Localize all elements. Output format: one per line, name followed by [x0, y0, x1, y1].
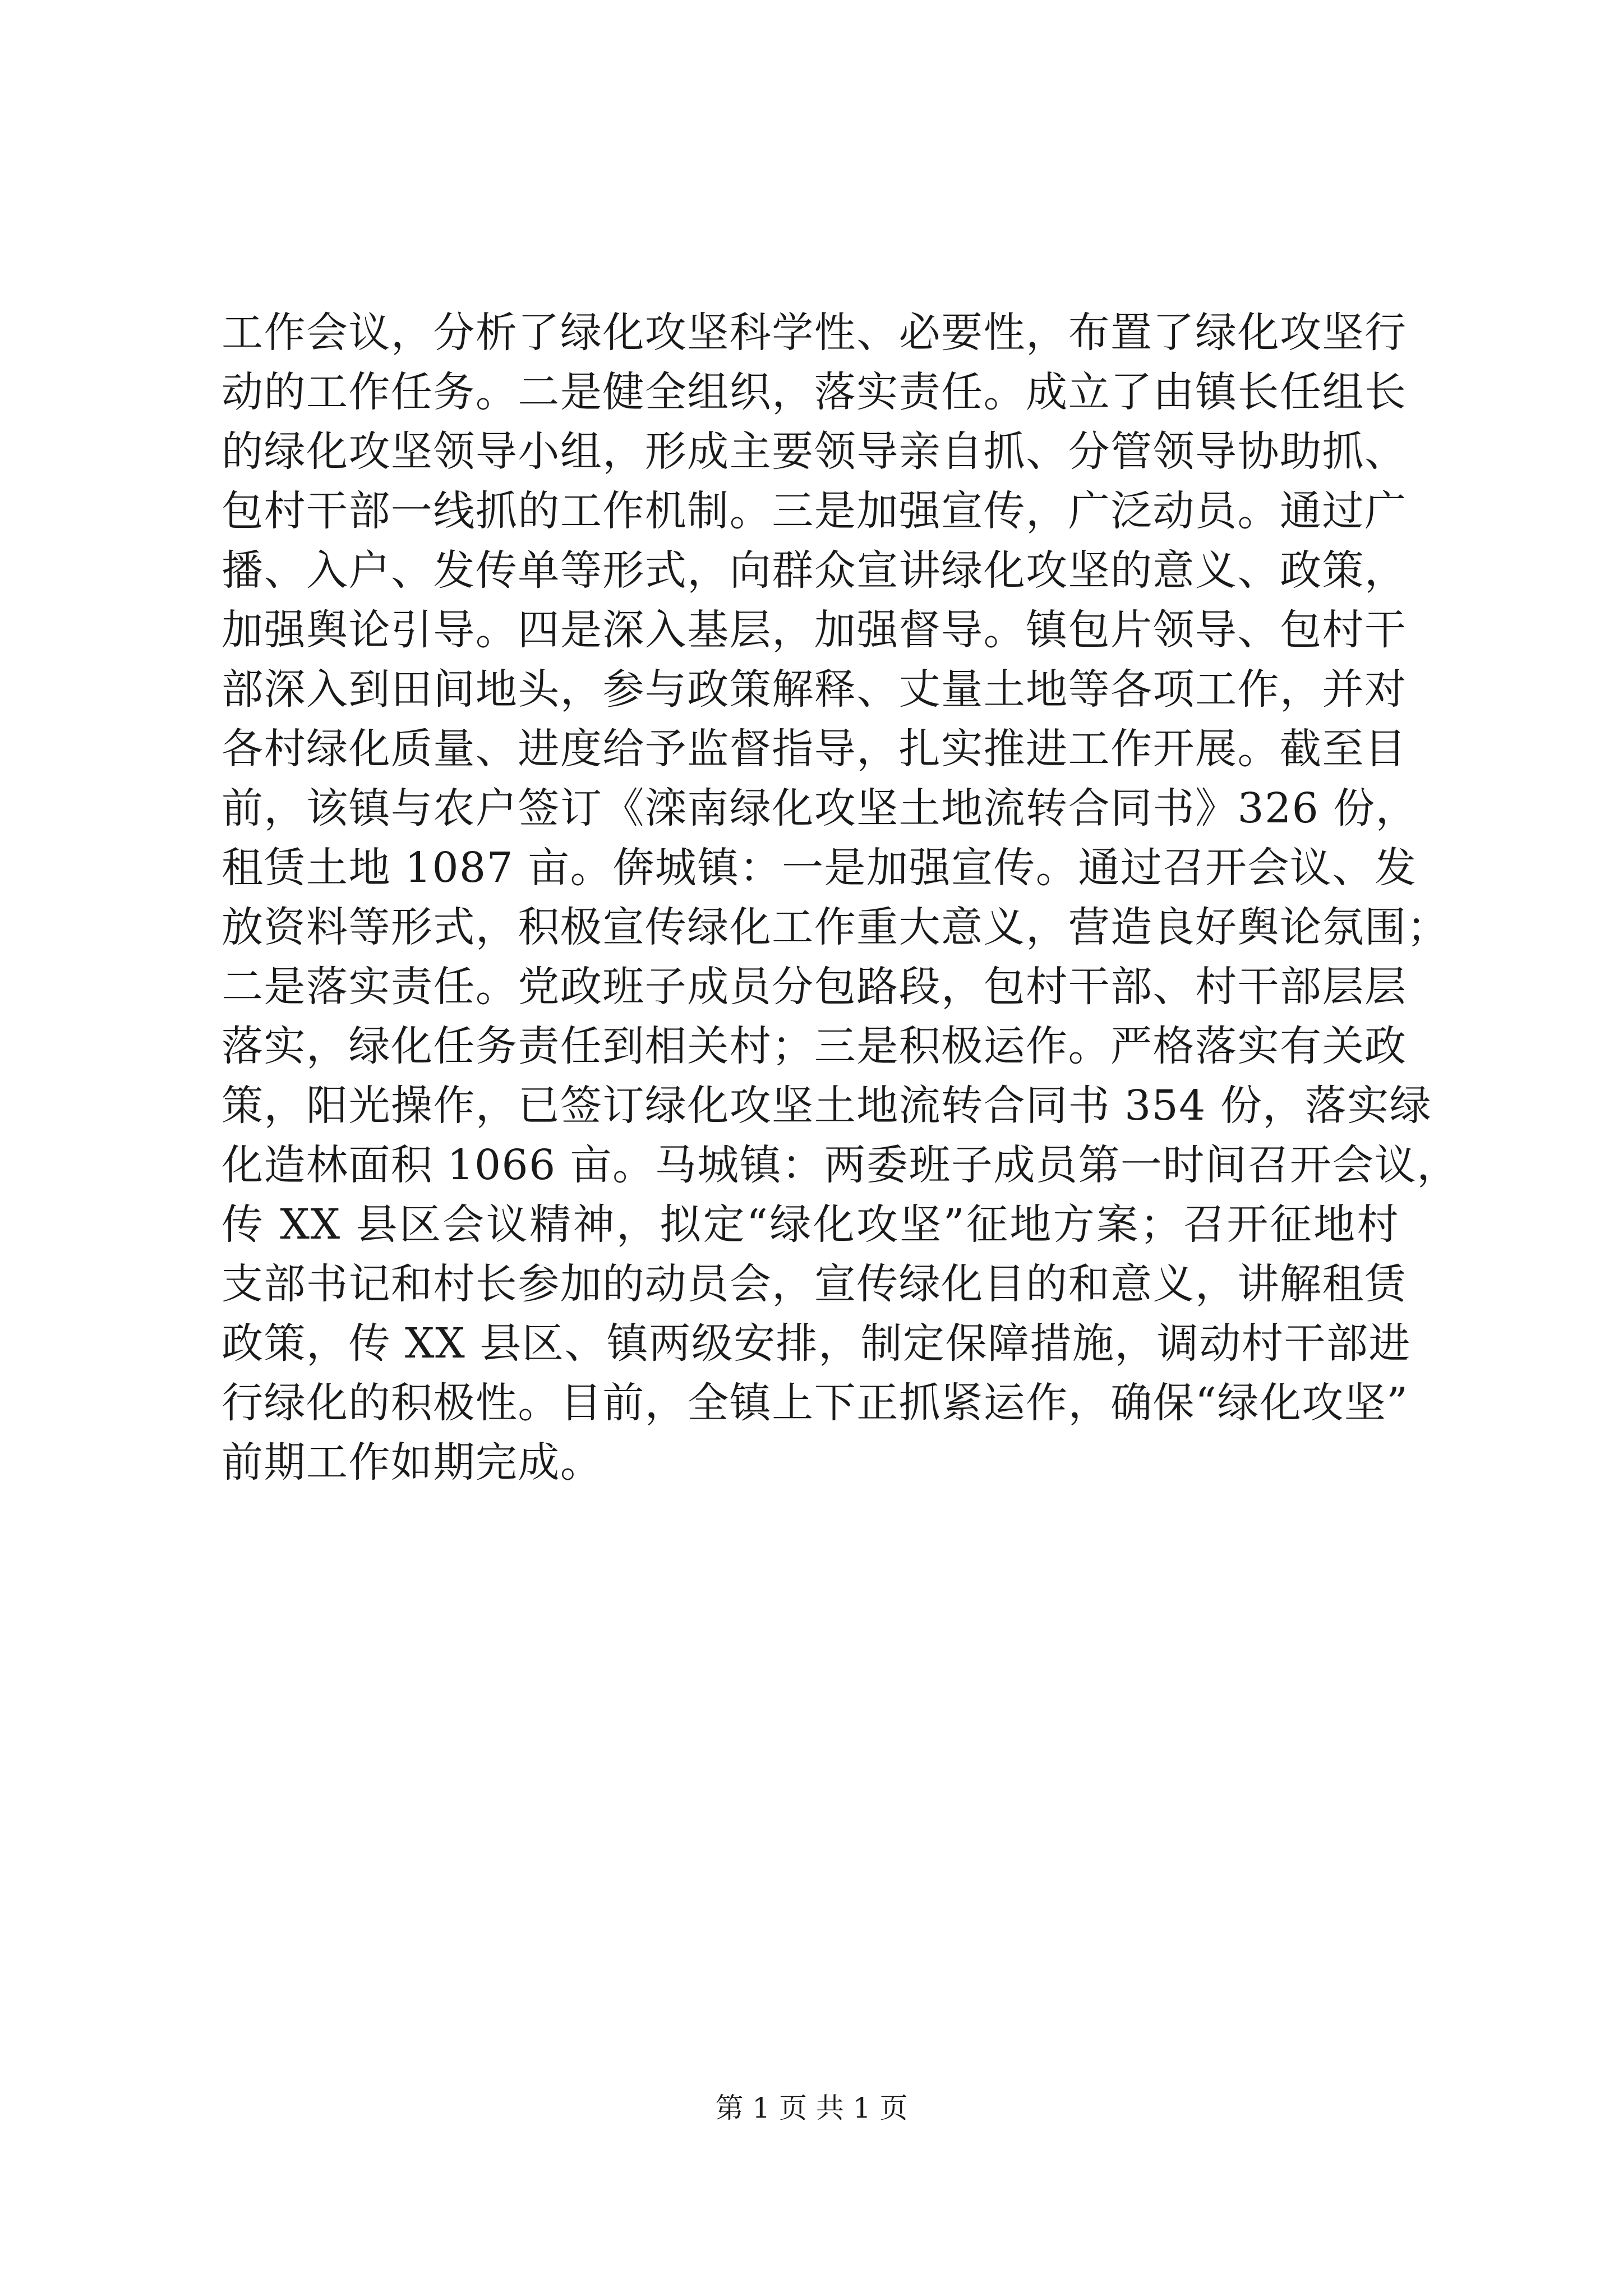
text-line: 各村绿化质量、进度给予监督指导，扎实推进工作开展。截至目	[222, 725, 1407, 773]
text-line: 播、入户、发传单等形式，向群众宣讲绿化攻坚的意义、政策，	[222, 546, 1407, 595]
text-line: 行绿化的积极性。目前，全镇上下正抓紧运作，确保“绿化攻坚”	[222, 1379, 1409, 1427]
text-line: 加强舆论引导。四是深入基层，加强督导。镇包片领导、包村干	[222, 606, 1407, 654]
text-line: 租赁土地 1087 亩。倴城镇：一是加强宣传。通过召开会议、发	[222, 844, 1417, 892]
text-line: 支部书记和村长参加的动员会，宣传绿化目的和意义，讲解租赁	[222, 1260, 1407, 1308]
text-line: 前期工作如期完成。	[222, 1438, 603, 1487]
text-line: 动的工作任务。二是健全组织，落实责任。成立了由镇长任组长	[222, 368, 1407, 416]
text-line: 落实，绿化任务责任到相关村；三是积极运作。严格落实有关政	[222, 1022, 1407, 1070]
text-line: 策，阳光操作，已签订绿化攻坚土地流转合同书 354 份，落实绿	[222, 1082, 1432, 1130]
text-line: 包村干部一线抓的工作机制。三是加强宣传，广泛动员。通过广	[222, 487, 1407, 535]
text-line: 政策，传 XX 县区、镇两级安排，制定保障措施，调动村干部进	[222, 1319, 1411, 1368]
text-line: 化造林面积 1066 亩。马城镇：两委班子成员第一时间召开会议，	[222, 1141, 1459, 1189]
text-line: 放资料等形式，积极宣传绿化工作重大意义，营造良好舆论氛围；	[222, 903, 1449, 951]
text-line: 传 XX 县区会议精神，拟定“绿化攻坚”征地方案；召开征地村	[222, 1200, 1399, 1249]
text-line: 的绿化攻坚领导小组，形成主要领导亲自抓、分管领导协助抓、	[222, 427, 1407, 476]
text-line: 部深入到田间地头，参与政策解释、丈量土地等各项工作，并对	[222, 665, 1407, 714]
text-line: 工作会议，分析了绿化攻坚科学性、必要性，布置了绿化攻坚行	[222, 309, 1407, 357]
text-line: 前，该镇与农户签订《滦南绿化攻坚土地流转合同书》326 份，	[222, 784, 1418, 832]
page-number-footer: 第 1 页 共 1 页	[715, 2092, 908, 2124]
text-line: 二是落实责任。党政班子成员分包路段，包村干部、村干部层层	[222, 963, 1407, 1011]
body-paragraph	[222, 303, 1459, 1492]
